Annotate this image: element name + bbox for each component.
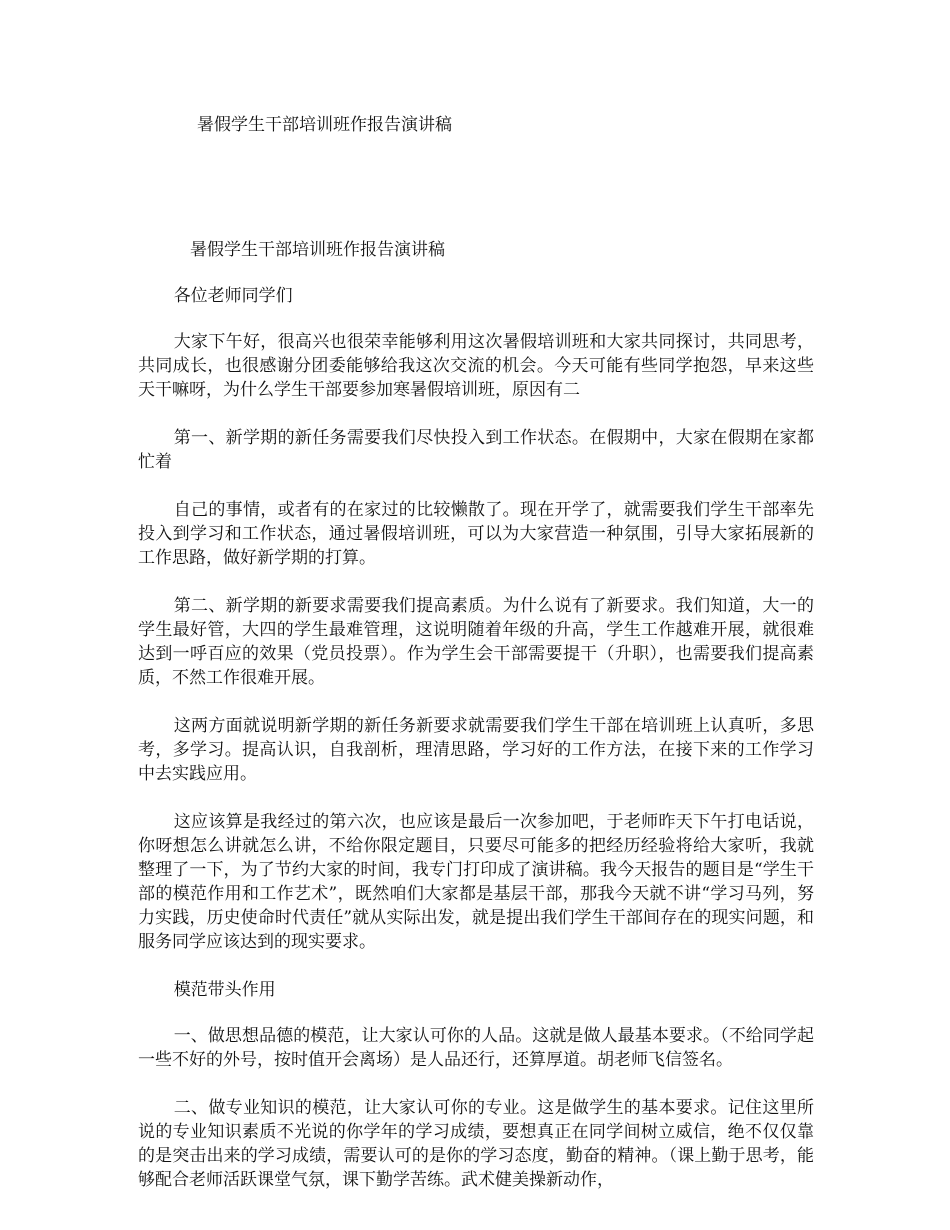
paragraph: 第一、新学期的新任务需要我们尽快投入到工作状态。在假期中，大家在假期在家都忙着: [138, 428, 814, 472]
paragraph: 这应该算是我经过的第六次，也应该是最后一次参加吧，于老师昨天下午打电话说，你呀想怎么讲就怎么讲，不给你限定题目，只要尽可能多的把经历经验将给大家听，我就整理了一下，为了节约大家的时间，我专门打印成了演讲稿。我今天报告的题目是“学生干部的模范作用和工作艺术”，既然咱们大家都是基层干部，那我今天就不讲“学习马列，努力实践，历史使命时代责任”就从实际出发，就是提出我们学生干部间存在的现实问题，和服务同学应该达到的现实要求。: [138, 812, 814, 952]
paragraph: 一、做思想品德的模范，让大家认可你的人品。这就是做人最基本要求。（不给同学起一些不好的外号，按时值开会离场）是人品还行，还算厚道。胡老师飞信签名。: [138, 1026, 814, 1070]
section-title: 模范带头作用: [173, 980, 276, 1000]
paragraph: 第二、新学期的新要求需要我们提高素质。为什么说有了新要求。我们知道，大一的学生最好管，大四的学生最难管理，这说明随着年级的升高，学生工作越难开展，就很难达到一呼百应的效果（党员投票）。作为学生会干部需要提干（升职），也需要我们提高素质，不然工作很难开展。: [138, 596, 814, 688]
document-body: [138, 238, 814, 1216]
cover-title: 暑假学生干部培训班作报告演讲稿: [197, 115, 452, 135]
paragraph: 二、做专业知识的模范，让大家认可你的专业。这是做学生的基本要求。记住这里所说的专业知识素质不光说的你学年的学习成绩，要想真正在同学间树立威信，绝不仅仅靠的是突击出来的学习成绩，需要认可的是你的学习态度，勤奋的精神。（课上勤于思考，能够配合老师活跃课堂气氛，课下勤学苦练。武术健美操新动作，: [138, 1098, 814, 1190]
paragraph: 自己的事情，或者有的在家过的比较懒散了。现在开学了，就需要我们学生干部率先投入到学习和工作状态，通过暑假培训班，可以为大家营造一种氛围，引导大家拓展新的工作思路，做好新学期的打算。: [138, 500, 814, 568]
paragraph: 这两方面就说明新学期的新任务新要求就需要我们学生干部在培训班上认真听，多思考，多学习。提高认识，自我剖析，理清思路，学习好的工作方法，在接下来的工作学习中去实践应用。: [138, 716, 814, 784]
paragraph: 大家下午好，很高兴也很荣幸能够利用这次暑假培训班和大家共同探讨，共同思考，共同成长，也很感谢分团委能够给我这次交流的机会。今天可能有些同学抱怨，早来这些天干嘛呀，为什么学生干部要参加寒暑假培训班，原因有二: [138, 332, 814, 400]
salutation: 各位老师同学们: [173, 286, 293, 306]
speech-heading: 暑假学生干部培训班作报告演讲稿: [190, 240, 445, 260]
